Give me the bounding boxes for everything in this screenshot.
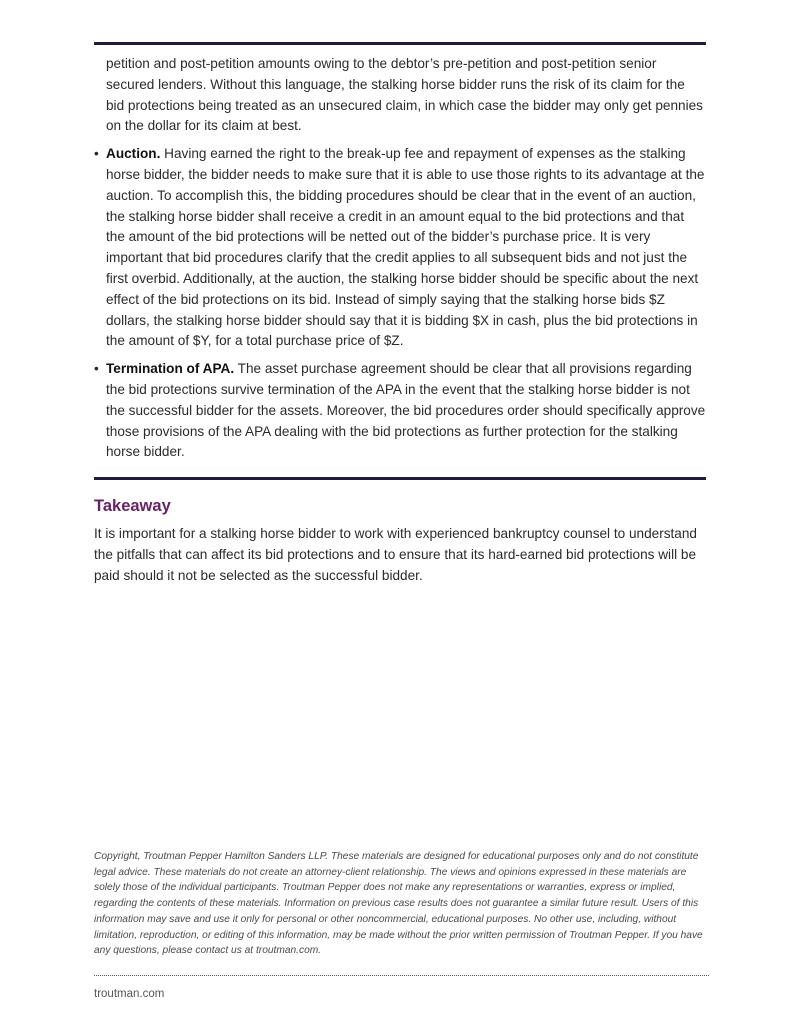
bullet-body-auction: Having earned the right to the break-up fee and repayment of expenses as the stalking horse bidder, the bidder needs to make sure that it is able to use those rights to its advantage at the auction. To accomplish this, the bidding procedures should be clear that in the event of an auction, the stalking horse bidder shall receive a credit in an amount equal to the bid protections and that the amount of the bid protections will be netted out of the bidder’s purchase price. It is very important that bid procedures clarify that the credit applies to all subsequent bids and not just the first overbid. Additionally, at the auction, the stalking horse bidder should be specific about the next effect of the bid protections on its bid. Instead of simply saying that the stalking horse bids $Z dollars, the stalking horse bidder should say that it is bidding $X in cash, plus the bid protections in the amount of $Y, for a total purchase price of $Z. — [106, 146, 705, 349]
continuation-paragraph: petition and post-petition amounts owing to the debtor’s pre-petition and post-petition senior secured lenders. Without this language, the stalking horse bidder runs the risk of its claim for the bid protections being treated as an unsecured claim, in which case the bidder may only get pennies on the dollar for its claim at best. — [106, 56, 703, 134]
bullet-auction — [94, 144, 706, 352]
bullet-lead-auction: Auction. — [106, 146, 161, 162]
bullet-lead-termination: Termination of APA. — [106, 361, 235, 377]
takeaway-paragraph: It is important for a stalking horse bidder to work with experienced bankruptcy counsel to understand the pitfalls that can affect its bid protections and to ensure that its hard-earned bid protections will be paid should it not be selected as the successful bidder. — [94, 526, 697, 583]
callout-box — [94, 54, 706, 470]
takeaway-heading: Takeaway — [94, 497, 171, 515]
takeaway-section — [94, 495, 706, 586]
bullet-marker: • — [94, 361, 99, 377]
bottom-divider — [94, 477, 706, 480]
bullet-body-termination: The asset purchase agreement should be clear that all provisions regarding the bid protections survive termination of the APA in the event that the stalking horse bidder is not the successful bidder for the assets. Moreover, the bid procedures order should specifically approve those provisions of the APA dealing with the bid protections as further protection for the stalking horse bidder. — [106, 361, 706, 460]
bullet-marker: • — [94, 146, 99, 162]
footer-dotted-divider — [94, 975, 709, 976]
top-divider — [94, 42, 706, 45]
bullet-termination — [94, 359, 706, 463]
footer-website[interactable]: troutman.com — [94, 988, 165, 1000]
copyright-disclaimer: Copyright, Troutman Pepper Hamilton Sanders LLP. These materials are designed for educational purposes only and do not constitute legal advice. These materials do not create an attorney-client relationship. The views and opinions expressed in these materials are solely those of the individual participants. Troutman Pepper does not make any representations or warranties, express or implied, regarding the contents of these materials. Information on previous case results does not guarantee a similar future result. Users of this information may save and use it only for personal or other noncommercial, educational purposes. No other use, including, without limitation, reproduction, or editing of this information, may be made without the prior written permission of Troutman Pepper. If you have any questions, please contact us at troutman.com. — [94, 851, 703, 957]
